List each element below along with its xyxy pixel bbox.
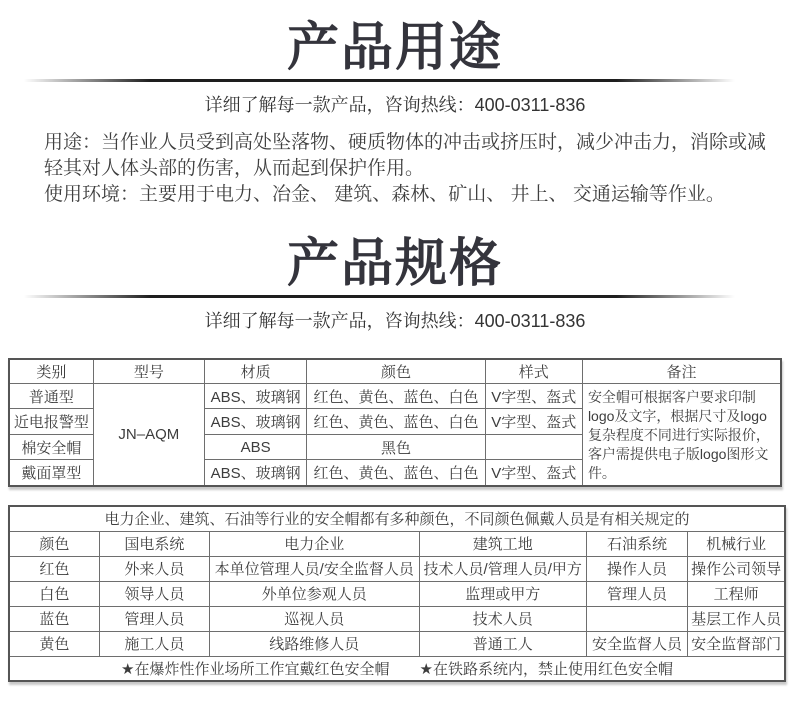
table-cell: 施工人员 bbox=[99, 631, 209, 656]
table-cell: 操作人员 bbox=[586, 556, 687, 581]
column-header-remark: 备注 bbox=[582, 359, 781, 384]
material-cell: ABS bbox=[204, 434, 306, 459]
remark-cell: 安全帽可根据客户要求印制logo及文字，根据尺寸及logo复杂程度不同进行实际报价，客户需提供电子版logo图形文件。 bbox=[582, 384, 781, 487]
color-cell: 黑色 bbox=[307, 434, 485, 459]
spec-table bbox=[8, 358, 782, 487]
table-row bbox=[9, 606, 785, 631]
table-cell: 线路维修人员 bbox=[209, 631, 419, 656]
color-name-cell: 白色 bbox=[9, 581, 99, 606]
table-row bbox=[9, 384, 781, 409]
table-cell: 工程师 bbox=[688, 581, 785, 606]
table-cell: 操作公司领导 bbox=[688, 556, 785, 581]
column-header-state-grid: 国电系统 bbox=[99, 531, 209, 556]
category-cell: 普通型 bbox=[9, 384, 93, 409]
column-header-color: 颜色 bbox=[307, 359, 485, 384]
table-cell: 技术人员/管理人员/甲方 bbox=[419, 556, 586, 581]
table-cell: 安全监督人员 bbox=[586, 631, 687, 656]
environment-paragraph: 使用环境：主要用于电力、冶金、 建筑、森林、矿山、 井上、 交通运输等作业。 bbox=[44, 184, 725, 205]
hotline-text: 详细了解每一款产品，咨询热线：400-0311-836 bbox=[204, 95, 586, 115]
spec-table-header-row bbox=[9, 359, 781, 384]
column-header-material: 材质 bbox=[204, 359, 306, 384]
column-header-power-enterprise: 电力企业 bbox=[209, 531, 419, 556]
color-name-cell: 黄色 bbox=[9, 631, 99, 656]
hotline-text: 详细了解每一款产品，咨询热线：400-0311-836 bbox=[204, 311, 586, 331]
usage-paragraph: 用途：当作业人员受到高处坠落物、硬质物体的冲击或挤压时，减少冲击力，消除或减轻其对人体头部的伤害，从而起到保护作用。 bbox=[44, 132, 767, 179]
table-cell: 本单位管理人员/安全监督人员 bbox=[209, 556, 419, 581]
table-cell: 外来人员 bbox=[99, 556, 209, 581]
table-cell: 基层工作人员 bbox=[688, 606, 785, 631]
table-cell: 巡视人员 bbox=[209, 606, 419, 631]
material-cell: ABS、玻璃钢 bbox=[204, 384, 306, 409]
section-product-spec bbox=[0, 235, 790, 682]
title-divider-line bbox=[0, 79, 790, 82]
material-cell: ABS、玻璃钢 bbox=[204, 460, 306, 486]
color-name-cell: 红色 bbox=[9, 556, 99, 581]
title-divider-line bbox=[0, 295, 790, 298]
table-footnote-row bbox=[9, 656, 785, 681]
spec-section-title: 产品规格 bbox=[286, 235, 503, 293]
style-cell: V字型、盔式 bbox=[485, 460, 582, 486]
category-cell: 棉安全帽 bbox=[9, 434, 93, 459]
table-row bbox=[9, 556, 785, 581]
color-table-header-row bbox=[9, 531, 785, 556]
table-cell: 领导人员 bbox=[99, 581, 209, 606]
table-cell: 普通工人 bbox=[419, 631, 586, 656]
table-cell: 监理或甲方 bbox=[419, 581, 586, 606]
column-header-color: 颜色 bbox=[9, 531, 99, 556]
color-cell: 红色、黄色、蓝色、白色 bbox=[307, 460, 485, 486]
column-header-style: 样式 bbox=[485, 359, 582, 384]
product-detail-page bbox=[0, 19, 790, 721]
table-cell: 技术人员 bbox=[419, 606, 586, 631]
material-cell: ABS、玻璃钢 bbox=[204, 409, 306, 434]
table-row bbox=[9, 581, 785, 606]
column-header-model: 型号 bbox=[93, 359, 204, 384]
column-header-construction-site: 建筑工地 bbox=[419, 531, 586, 556]
category-cell: 戴面罩型 bbox=[9, 460, 93, 486]
table-cell bbox=[586, 606, 687, 631]
color-cell: 红色、黄色、蓝色、白色 bbox=[307, 384, 485, 409]
column-header-category: 类别 bbox=[9, 359, 93, 384]
table-cell: 外单位参观人员 bbox=[209, 581, 419, 606]
style-cell bbox=[485, 434, 582, 459]
table-cell: 安全监督部门 bbox=[688, 631, 785, 656]
section-product-usage bbox=[0, 19, 790, 208]
usage-description bbox=[0, 130, 790, 208]
column-header-petroleum: 石油系统 bbox=[586, 531, 687, 556]
table-footnote: ★在爆炸性作业场所工作宜戴红色安全帽 ★在铁路系统内，禁止使用红色安全帽 bbox=[9, 656, 785, 681]
style-cell: V字型、盔式 bbox=[485, 409, 582, 434]
usage-section-title: 产品用途 bbox=[286, 19, 503, 77]
color-cell: 红色、黄色、蓝色、白色 bbox=[307, 409, 485, 434]
style-cell: V字型、盔式 bbox=[485, 384, 582, 409]
category-cell: 近电报警型 bbox=[9, 409, 93, 434]
column-header-machinery: 机械行业 bbox=[688, 531, 785, 556]
helmet-color-table bbox=[8, 505, 786, 682]
model-cell: JN–AQM bbox=[93, 384, 204, 487]
table-caption-row bbox=[9, 506, 785, 531]
table-cell: 管理人员 bbox=[99, 606, 209, 631]
table-row bbox=[9, 631, 785, 656]
table-cell: 管理人员 bbox=[586, 581, 687, 606]
color-name-cell: 蓝色 bbox=[9, 606, 99, 631]
table-caption: 电力企业、建筑、石油等行业的安全帽都有多种颜色，不同颜色佩戴人员是有相关规定的 bbox=[9, 506, 785, 531]
